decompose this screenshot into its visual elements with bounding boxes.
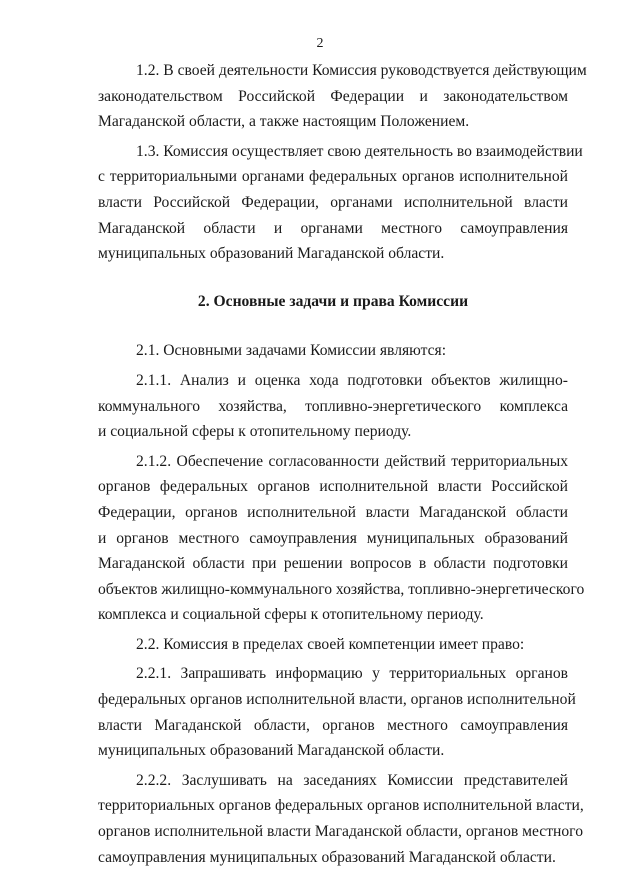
text-line: 2.1.2. Обеспечение согласованности действий территориальных	[136, 452, 568, 470]
paragraph-2-1	[98, 338, 568, 364]
paragraph-2-2	[98, 632, 568, 658]
text-line: органов федеральных органов исполнительной власти Российской	[98, 478, 568, 496]
document-body	[98, 58, 587, 874]
text-line: муниципальных образований Магаданской области.	[98, 245, 445, 263]
text-line: Магаданской области при решении вопросов в области подготовки	[98, 555, 568, 573]
text-line: законодательством Российской Федерации и законодательством	[98, 87, 568, 105]
text-line: объектов жилищно-коммунального хозяйства, топливно-энергетического	[98, 580, 585, 598]
paragraph-2-1-1	[98, 368, 568, 445]
text-line: 1.2. В своей деятельности Комиссия руководствуется действующим	[136, 62, 587, 79]
paragraph-1-3	[98, 139, 583, 267]
text-line: органов исполнительной власти Магаданской области, органов местного	[98, 823, 583, 841]
text-line: Федерации, органов исполнительной власти Магаданской области	[98, 503, 568, 521]
text-line: власти Российской Федерации, органами исполнительной власти	[98, 193, 568, 211]
text-line: власти Магаданской области, органов местного самоуправления	[98, 716, 568, 734]
text-line: коммунального хозяйства, топливно-энергетического комплекса	[98, 397, 568, 415]
text-line: муниципальных образований Магаданской области.	[98, 742, 445, 760]
text-line: 2.2.1. Запрашивать информацию у территориальных органов	[136, 665, 568, 683]
text-line: с территориальными органами федеральных органов исполнительной	[98, 168, 568, 186]
text-line: 2.2.2. Заслушивать на заседаниях Комиссии представителей	[136, 771, 568, 789]
text-line: 1.3. Комиссия осуществляет свою деятельность во взаимодействии	[136, 142, 583, 160]
text-line: и социальной сферы к отопительному периоду.	[98, 423, 412, 441]
text-line: 2.1.1. Анализ и оценка хода подготовки объектов жилищно-	[136, 371, 568, 389]
paragraph-2-2-2	[98, 768, 584, 870]
text-line: комплекса и социальной сферы к отопительному периоду.	[98, 606, 484, 624]
text-line: 2.2. Комиссия в пределах своей компетенции имеет право:	[136, 635, 525, 653]
paragraph-2-1-2	[98, 449, 585, 628]
text-line: 2.1. Основными задачами Комиссии являются:	[136, 342, 447, 360]
page-number: 2	[316, 36, 324, 51]
text-line: и органов местного самоуправления муниципальных образований	[98, 529, 568, 547]
paragraph-2-2-1	[98, 661, 576, 763]
text-line: Магаданской области, а также настоящим Положением.	[98, 113, 470, 131]
text-line: территориальных органов федеральных органов исполнительной власти,	[98, 797, 584, 815]
text-line: Магаданской области и органами местного самоуправления	[98, 219, 568, 237]
text-line: федеральных органов исполнительной власти, органов исполнительной	[98, 691, 576, 709]
section-heading: 2. Основные задачи и права Комиссии	[197, 292, 469, 310]
paragraph-1-2	[98, 58, 587, 135]
text-line: самоуправления муниципальных образований Магаданской области.	[98, 848, 556, 866]
